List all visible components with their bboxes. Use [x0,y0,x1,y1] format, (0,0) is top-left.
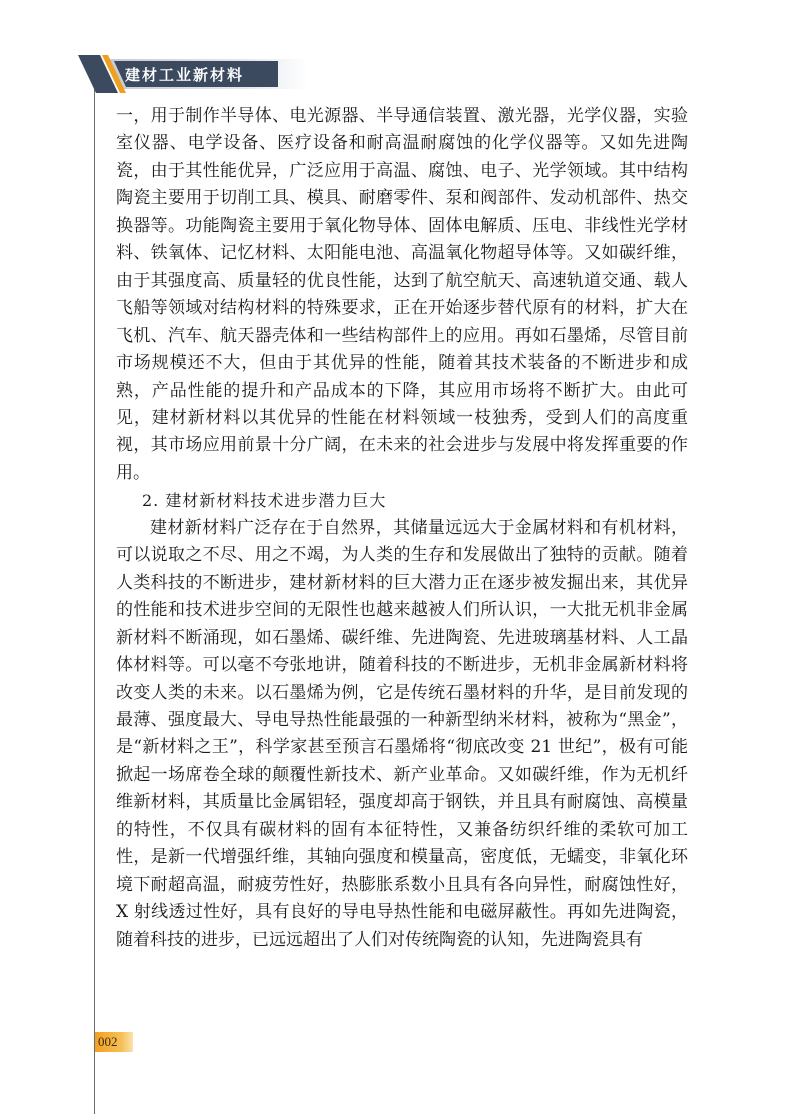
paragraph-continued: 一，用于制作半导体、电光源器、半导通信装置、激光器，光学仪器，实验室仪器、电学设备、医疗设备和耐高温耐腐蚀的化学仪器等。又如先进陶瓷，由于其性能优异，广泛应用于高温、腐蚀、电子、光学领域。其中结构陶瓷主要用于切削工具、模具、耐磨零件、泵和阀部件、发动机部件、热交换器等。功能陶瓷主要用于氧化物导体、固体电解质、压电、非线性光学材料、铁氧体、记忆材料、太阳能电池、高温氧化物超导体等。又如碳纤维，由于其强度高、质量轻的优良性能，达到了航空航天、高速轨道交通、载人飞船等领域对结构材料的特殊要求，正在开始逐步替代原有的材料，扩大在飞机、汽车、航天器壳体和一些结构部件上的应用。再如石墨烯，尽管目前市场规模还不大，但由于其优异的性能，随着其技术装备的不断进步和成熟，产品性能的提升和产品成本的下降，其应用市场将不断扩大。由此可见，建材新材料以其优异的性能在材料领域一枝独秀，受到人们的高度重视，其市场应用前景十分广阔，在未来的社会进步与发展中将发挥重要的作用。 [116,106,688,483]
page-border-line [94,56,95,1114]
document-body [116,103,688,954]
section-heading: 2. 建材新材料技术进步潜力巨大 [142,491,387,511]
header-title: 建材工业新材料 [125,66,245,84]
page-number: 002 [95,1032,133,1052]
paragraph: 建材新材料广泛存在于自然界，其储量远远大于金属材料和有机材料，可以说取之不尽、用之不竭，为人类的生存和发展做出了独特的贡献。随着人类科技的不断进步，建材新材料的巨大潜力正在逐步被发掘出来，其优异的性能和技术进步空间的无限性也越来越被人们所认识，一大批无机非金属新材料不断涌现，如石墨烯、碳纤维、先进陶瓷、先进玻璃基材料、人工晶体材料等。可以毫不夸张地讲，随着科技的不断进步，无机非金属新材料将改变人类的未来。以石墨烯为例，它是传统石墨材料的升华，是目前发现的最薄、强度最大、导电导热性能最强的一种新型纳米材料，被称为“黑金”，是“新材料之王”，科学家甚至预言石墨烯将“彻底改变 21 世纪”，极有可能掀起一场席卷全球的颠覆性新技术、新产业革命。又如碳纤维，作为无机纤维新材料，其质量比金属铝轻，强度却高于钢铁，并且具有耐腐蚀、高模量的特性，不仅具有碳材料的固有本征特性，又兼备纺织纤维的柔软可加工性，是新一代增强纤维，其轴向强度和模量高，密度低，无蠕变，非氧化环境下耐超高温，耐疲劳性好，热膨胀系数小且具有各向异性，耐腐蚀性好，X 射线透过性好，具有良好的导电导热性能和电磁屏蔽性。再如先进陶瓷，随着科技的进步，已远远超出了人们对传统陶瓷的认知，先进陶瓷具有 [116,517,688,950]
